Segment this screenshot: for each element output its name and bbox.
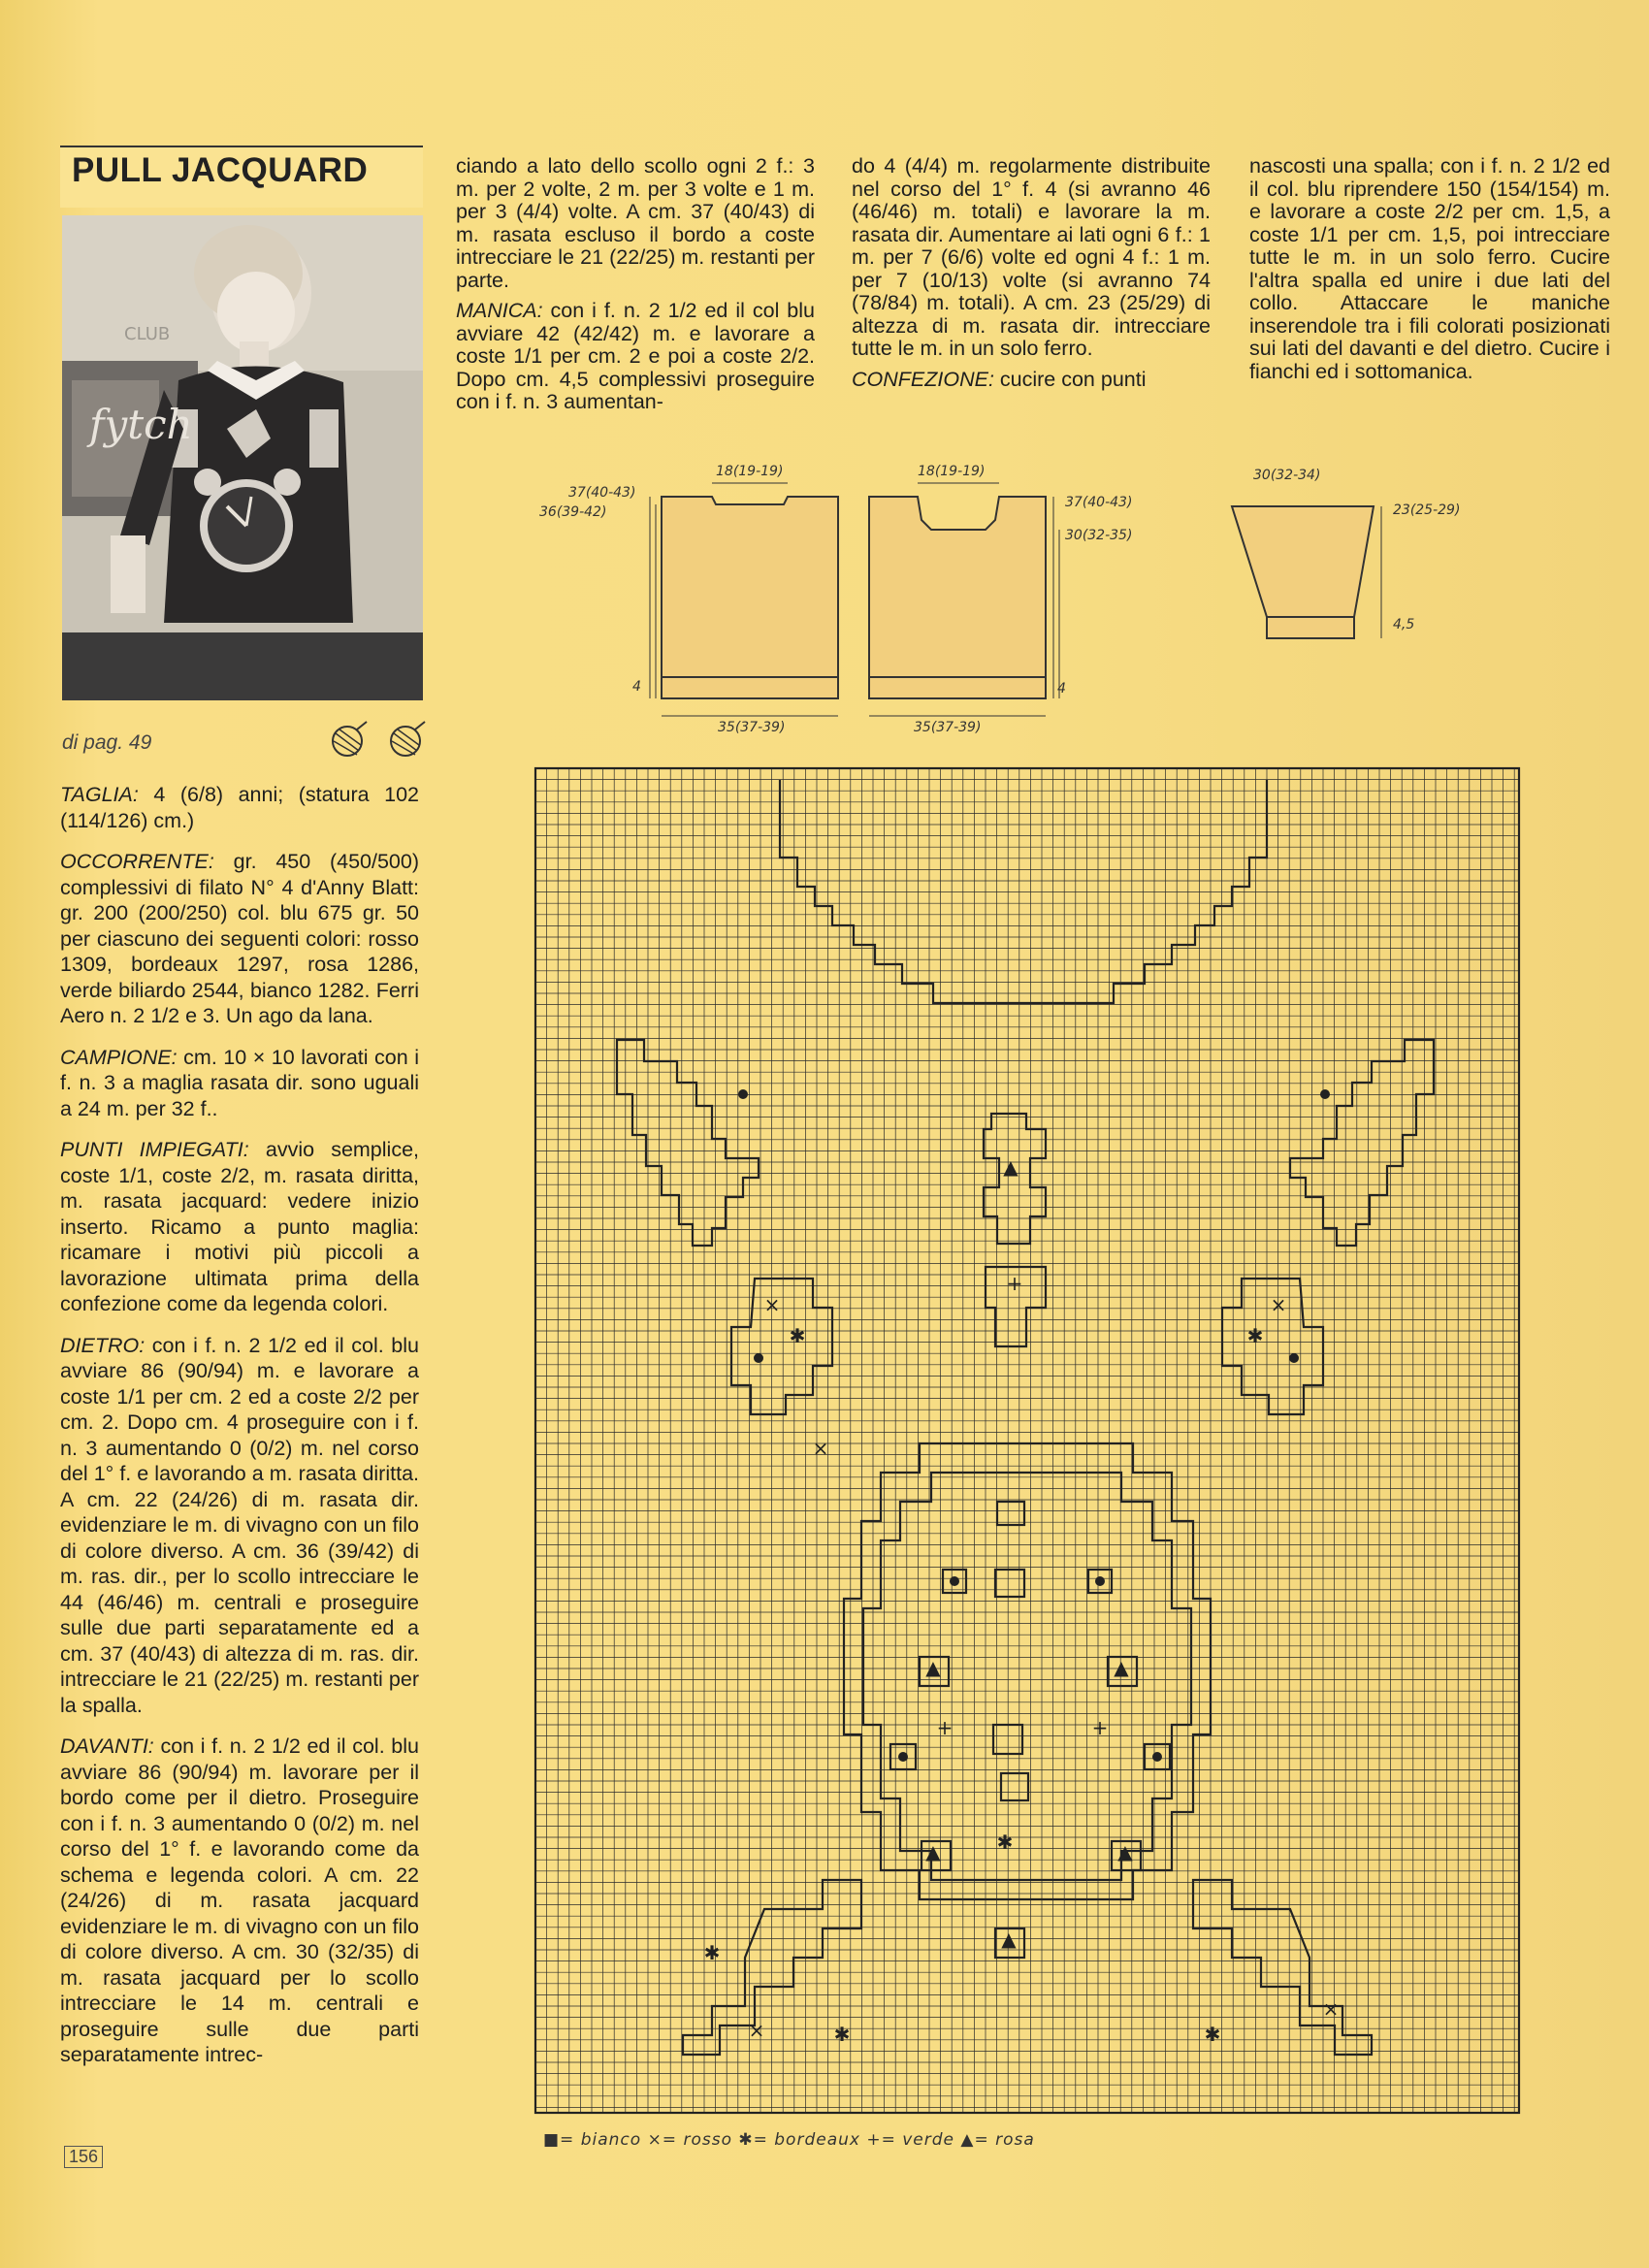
- symbol-rosa: ▲: [1117, 1840, 1133, 1863]
- symbol-bianco: [898, 1752, 908, 1762]
- back-rib: 4: [632, 679, 641, 695]
- yarn-ball-icon: [388, 720, 427, 759]
- chart-symbols: [704, 1089, 1340, 2046]
- symbol-rosso: ×: [763, 1293, 781, 1316]
- sleeve-rib: 4,5: [1393, 617, 1415, 632]
- symbol-rosso: ×: [812, 1437, 829, 1460]
- back-neck-width: 18(19-19): [716, 464, 784, 479]
- symbol-bordeaux: ✱: [996, 1831, 1014, 1854]
- paragraph: nascosti una spalla; con i f. n. 2 1/2 ed il col. blu riprendere 150 (154/154) m. e lavorare a coste 2/2 per cm. 1,5, a coste 1/1 per cm. 1,5, poi intrecciare tutte le m. in un solo ferro. Cucire l'altra spalla ed unire i due lati del collo. Attaccare le maniche inserendole tra i fili colorati posizionati sui lati del davanti e del dietro. Cucire i fianchi ed i sottomanica.: [1249, 154, 1610, 383]
- symbol-rosso: ×: [748, 2019, 765, 2042]
- paragraph: CAMPIONE: cm. 10 × 10 lavorati con i f. n. 3 a maglia rasata dir. sono uguali a 24 m. per 32 f..: [60, 1045, 419, 1120]
- front-height-2: 30(32-35): [1065, 528, 1133, 543]
- symbol-verde: +: [936, 1716, 954, 1739]
- symbol-bianco: [754, 1353, 763, 1363]
- page-number: 156: [64, 2146, 103, 2168]
- chart-outlines: [535, 768, 1519, 2113]
- child-photo: [62, 215, 423, 700]
- symbol-bordeaux: ✱: [833, 2023, 851, 2046]
- symbol-rosso: ×: [1270, 1293, 1287, 1316]
- symbol-bianco: [1152, 1752, 1162, 1762]
- symbol-bordeaux: ✱: [1204, 2023, 1221, 2046]
- paragraph: PUNTI IMPIEGATI: avvio semplice, coste 1/1, coste 2/2, m. rasata diritta, m. rasata jacquard: vedere inizio inserto. Ricamo a punto maglia: ricamare i motivi più piccoli a lavorazione ultimata prima della confezione come da legenda colori.: [60, 1138, 420, 1315]
- front-rib: 4: [1057, 681, 1066, 697]
- back-height-1: 37(40-43): [568, 485, 636, 501]
- front-neck-width: 18(19-19): [918, 464, 986, 479]
- instructions-column-4: [1249, 155, 1610, 391]
- paragraph: DIETRO: con i f. n. 2 1/2 ed il col. blu avviare 86 (90/94) m. e lavorare a coste 1/1 per cm. 2 ed a coste 2/2 per cm. 2. Dopo cm. 4 proseguire con i f. n. 3 aumentando 0 (0/2) m. nel corso del 1° f. e lavorando a m. rasata diritta. A cm. 22 (24/26) di m. rasata dir. evidenziare le m. di vivagno con un filo di colore diverso. A cm. 36 (39/42) di m. ras. dir., per lo scollo intrecciare le 44 (46/46) m. centrali e proseguire sulle due parti separatamente ed a cm. 37 (40/43) di altezza di m. ras. dir. intrecciare le 21 (22/25) m. restanti per la spalla.: [60, 1333, 419, 1717]
- sleeve-top-width: 30(32-34): [1253, 468, 1321, 483]
- symbol-bianco: [738, 1089, 748, 1099]
- symbol-bianco: [950, 1576, 959, 1586]
- paragraph: TAGLIA: 4 (6/8) anni; (statura 102 (114/126) cm.): [60, 783, 419, 832]
- symbol-verde: +: [1006, 1272, 1023, 1295]
- page-reference: di pag. 49: [62, 731, 152, 754]
- symbol-rosa: ▲: [1003, 1155, 1018, 1179]
- page-title: PULL JACQUARD: [72, 151, 369, 189]
- instructions-column-2: [456, 155, 815, 422]
- symbol-bianco: [1095, 1576, 1105, 1586]
- front-width: 35(37-39): [914, 720, 982, 735]
- symbol-bianco: [1289, 1353, 1299, 1363]
- symbol-rosa: ▲: [1001, 1928, 1017, 1951]
- symbol-rosa: ▲: [925, 1840, 941, 1863]
- chart-grid: [535, 768, 1519, 2113]
- color-legend: ■= bianco ×= rosso ✱= bordeaux += verde ▲= rosa: [543, 2130, 1035, 2150]
- symbol-rosa: ▲: [925, 1656, 941, 1679]
- paragraph: CONFEZIONE: cucire con punti: [852, 367, 1147, 391]
- back-width: 35(37-39): [718, 720, 786, 735]
- svg-text:CLUB: CLUB: [124, 324, 171, 344]
- symbol-rosa: ▲: [1114, 1656, 1129, 1679]
- instructions-column-1: [60, 782, 419, 2084]
- jacquard-chart: [532, 764, 1523, 2138]
- paragraph: OCCORRENTE: gr. 450 (450/500) complessivi di filato N° 4 d'Anny Blatt: gr. 200 (200/250) col. blu 675 gr. 50 per ciascuno dei seguenti colori: rosso 1309, bordeaux 1297, rosa 1286, verde biliardo 2544, bianco 1282. Ferri Aero n. 2 1/2 e 3. Un ago da lana.: [60, 850, 419, 1027]
- svg-text:fytch: fytch: [89, 401, 193, 448]
- back-schematic: [524, 456, 854, 737]
- front-height-1: 37(40-43): [1065, 495, 1133, 510]
- paragraph: ciando a lato dello scollo ogni 2 f.: 3 m. per 2 volte, 2 m. per 3 volte e 1 m. per 3 (4/4) volte. A cm. 37 (40/43) di m. rasata escluso il bordo a coste intrecciare le 21 (22/25) m. restanti per parte.: [456, 154, 815, 292]
- paragraph: do 4 (4/4) m. regolarmente distribuite nel corso del 1° f. 4 (si avranno 46 (46/46) m. totali) e lavorare la m. rasata dir. Aumentare ai lati ogni 6 f.: 1 m. per 7 (6/6) volte ed ogni 4 f.: 1 m. per 7 (10/13) volte (si avranno 74 (78/84) m. totali). A cm. 23 (25/29) di altezza di m. rasata dir. intrecciare tutte le m. in un solo ferro.: [852, 154, 1211, 360]
- symbol-verde: +: [1091, 1716, 1109, 1739]
- back-height-2: 36(39-42): [539, 504, 607, 520]
- paragraph: MANICA: con i f. n. 2 1/2 ed il col blu avviare 42 (42/42) m. e lavorare a coste 1/1 per cm. 2 e poi a coste 2/2. Dopo cm. 4,5 complessivi proseguire con i f. n. 3 aumentan-: [456, 299, 815, 413]
- symbol-rosso: ×: [1322, 1997, 1340, 2021]
- yarn-ball-icon: [330, 720, 369, 759]
- sleeve-schematic: [1222, 456, 1513, 650]
- sleeve-height: 23(25-29): [1393, 502, 1461, 518]
- instructions-column-3: [852, 155, 1211, 399]
- symbol-bordeaux: ✱: [703, 1941, 721, 1964]
- symbol-bordeaux: ✱: [1246, 1324, 1264, 1347]
- symbol-bianco: [1320, 1089, 1330, 1099]
- front-schematic: [863, 456, 1154, 737]
- symbol-bordeaux: ✱: [789, 1324, 806, 1347]
- grid-lines: [535, 768, 1519, 2113]
- paragraph: DAVANTI: con i f. n. 2 1/2 ed il col. blu avviare 86 (90/94) m. lavorare per il bordo come per il dietro. Proseguire con i f. n. 3 aumentando 0 (0/2) m. nel corso del 1° f. e lavorando come da schema e legenda colori. A cm. 22 (24/26) di m. rasata jacquard evidenziare le m. di vivagno con un filo di colore diverso. A cm. 30 (32/35) di m. rasata jacquard per lo scollo intrecciare le 14 m. centrali e proseguire sulle due parti separatamente intrec-: [60, 1734, 419, 2066]
